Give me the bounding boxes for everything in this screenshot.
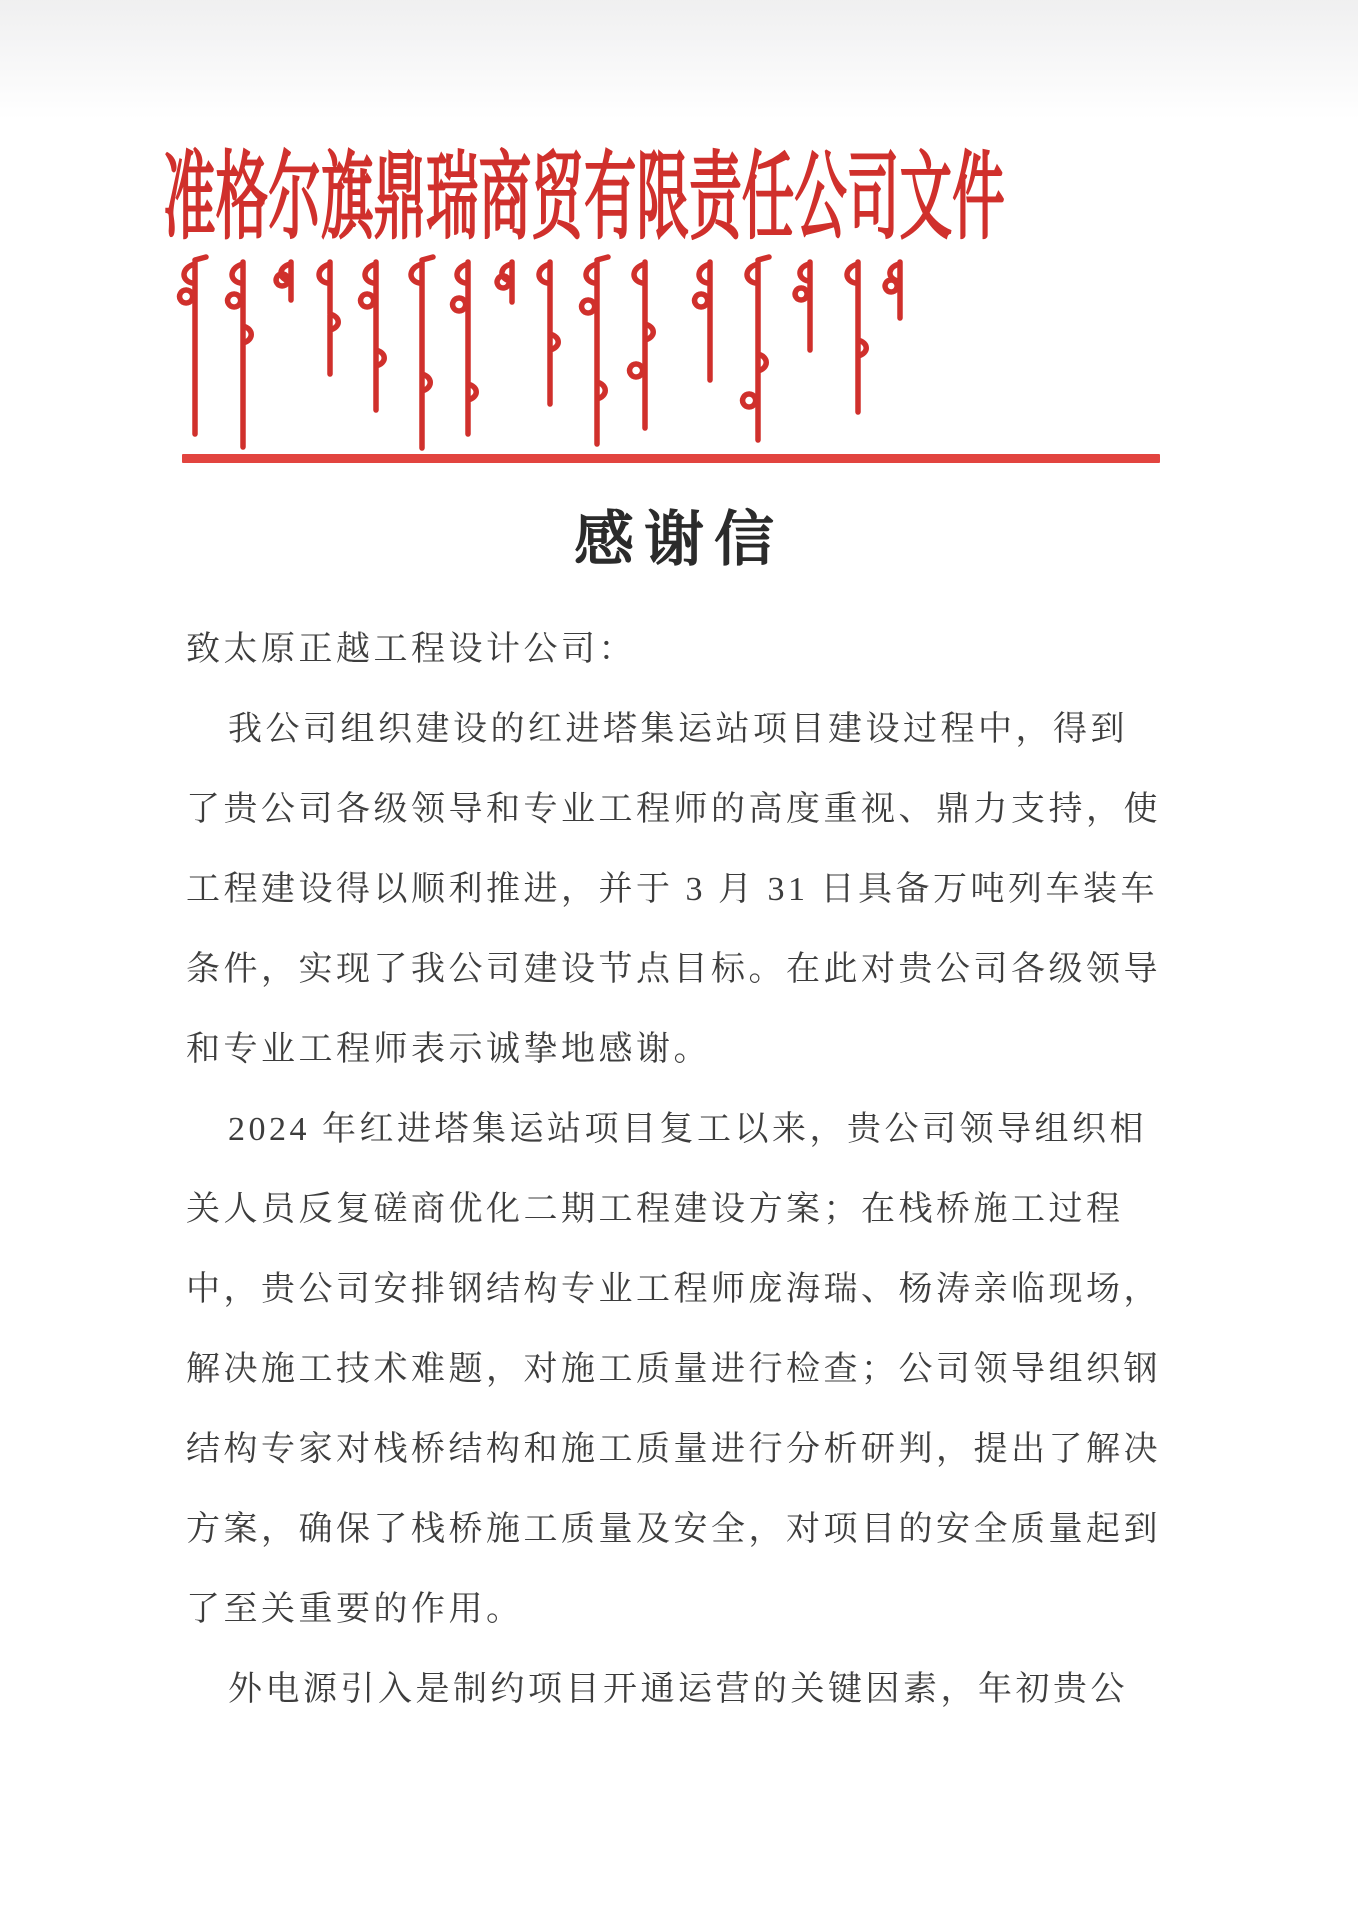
body-line: 我公司组织建设的红进塔集运站项目建设过程中，得到: [228, 711, 1128, 748]
mongolian-script-band: [160, 254, 960, 452]
letter-body: [186, 610, 1172, 1730]
red-divider-rule: [182, 454, 1160, 463]
body-line: 外电源引入是制约项目开通运营的关键因素，年初贵公: [228, 1671, 1128, 1708]
salutation-line: 致太原正越工程设计公司：: [186, 631, 636, 668]
body-line: 了贵公司各级领导和专业工程师的高度重视、鼎力支持，使: [186, 791, 1161, 828]
body-line: 2024 年红进塔集运站项目复工以来，贵公司领导组织相: [228, 1111, 1147, 1148]
body-line: 和专业工程师表示诚挚地感谢。: [186, 1031, 711, 1068]
letter-title: 感谢信: [574, 507, 784, 573]
body-line: 结构专家对栈桥结构和施工质量进行分析研判，提出了解决: [186, 1431, 1161, 1468]
scan-top-shadow: [0, 0, 1358, 120]
body-line: 关人员反复磋商优化二期工程建设方案；在栈桥施工过程: [186, 1191, 1124, 1228]
body-line: 方案，确保了栈桥施工质量及安全，对项目的安全质量起到: [186, 1511, 1161, 1548]
body-line: 条件，实现了我公司建设节点目标。在此对贵公司各级领导: [186, 951, 1161, 988]
body-line: 解决施工技术难题，对施工质量进行检查；公司领导组织钢: [186, 1351, 1161, 1388]
body-line: 工程建设得以顺利推进，并于 3 月 31 日具备万吨列车装车: [186, 871, 1158, 908]
document-header-title: 准格尔旗鼎瑞商贸有限责任公司文件: [163, 144, 1005, 251]
body-line: 中，贵公司安排钢结构专业工程师庞海瑞、杨涛亲临现场，: [186, 1271, 1161, 1308]
body-line: 了至关重要的作用。: [186, 1591, 524, 1628]
